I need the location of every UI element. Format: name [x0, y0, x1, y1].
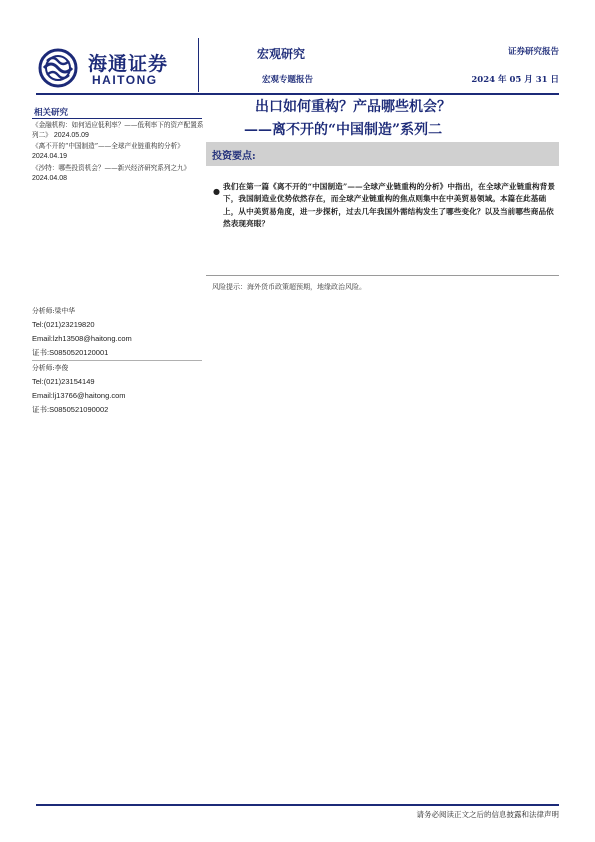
analyst-name: 分析师:梁中华 — [32, 307, 76, 315]
investment-highlights-bar — [206, 142, 559, 166]
related-research-date: 2024.05.09 — [53, 132, 89, 139]
related-research-title: 《离不开的“中国制造”——全球产业链重构的分析》 — [32, 142, 184, 150]
report-series: 宏观研究 — [257, 47, 306, 61]
investment-highlights-heading: 投资要点: — [212, 151, 256, 162]
footer-rule — [36, 804, 559, 806]
related-research-item[interactable] — [32, 163, 204, 184]
related-research-date: 2024.04.08 — [32, 175, 68, 182]
analyst-cert: 证书:S0850521090002 — [32, 405, 109, 414]
brand-name-en: HAITONG — [92, 73, 158, 87]
related-research-rule — [32, 118, 202, 119]
analyst-name: 分析师:李俊 — [32, 364, 69, 372]
footer-disclaimer[interactable]: 请务必阅读正文之后的信息披露和法律声明 — [416, 810, 559, 819]
related-research-title: 《沙特：哪些投资机会？——新兴经济研究系列之九》 — [32, 164, 191, 172]
bullet-icon: ● — [213, 187, 220, 196]
header-rule — [36, 93, 559, 95]
brand-name-cn: 海通证券 — [88, 53, 169, 75]
analyst-cert: 证书:S0850520120001 — [32, 348, 109, 357]
related-research-item[interactable] — [32, 141, 204, 162]
risk-warning: 风险提示：海外货币政策超预期，地缘政治风险。 — [212, 283, 366, 291]
document-type: 证券研究报告 — [507, 47, 559, 57]
investment-bullet-text: 我们在第一篇《离不开的“中国制造”——全球产业链重构的分析》中指出，在全球产业链重构背景下，我国制造业优势依然存在，而全球产业链重构的焦点则集中在中美贸易领域。本篇在此基础上，从中美贸易角度，进一步探析，过去几年我国外需结构发生了哪些变化？以及当前哪些商品依然表现亮眼？ — [223, 182, 556, 229]
analyst-email[interactable]: Email:lj13766@haitong.com — [32, 391, 126, 400]
haitong-logo-icon — [38, 48, 78, 88]
report-type: 宏观专题报告 — [262, 75, 314, 85]
analyst-email[interactable]: Email:lzh13508@haitong.com — [32, 334, 132, 343]
related-research-heading: 相关研究 — [34, 108, 69, 118]
analyst-tel: Tel:(021)23154149 — [32, 377, 95, 386]
header-divider — [198, 38, 199, 92]
report-subtitle: ——离不开的“中国制造”系列二 — [244, 122, 443, 138]
report-date: 2024 年 05 月 31 日 — [471, 75, 559, 85]
analyst-card — [32, 304, 202, 360]
report-title: 出口如何重构？产品哪些机会？ — [255, 99, 451, 115]
related-research-title: 《金融机构：如何适应低利率？——低利率下的资产配置系列二》 — [32, 121, 204, 139]
analyst-tel: Tel:(021)23219820 — [32, 320, 95, 329]
related-research-item[interactable] — [32, 120, 204, 141]
analyst-card — [32, 361, 202, 417]
risk-divider — [206, 275, 559, 276]
related-research-date: 2024.04.19 — [32, 153, 68, 160]
